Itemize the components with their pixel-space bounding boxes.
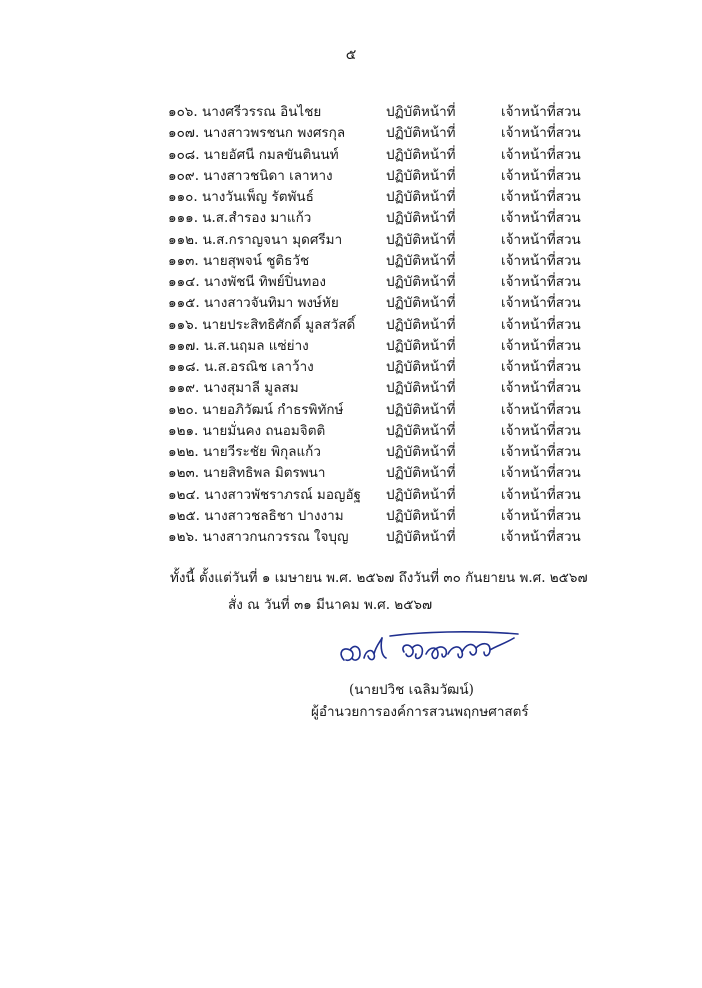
staff-row bbox=[168, 291, 588, 312]
staff-position: เจ้าหน้าที่สวน bbox=[501, 125, 581, 142]
staff-row bbox=[168, 483, 588, 504]
staff-status: ปฏิบัติหน้าที่ bbox=[386, 507, 456, 524]
staff-row bbox=[168, 185, 588, 206]
staff-position: เจ้าหน้าที่สวน bbox=[501, 210, 581, 227]
staff-status: ปฏิบัติหน้าที่ bbox=[386, 380, 456, 397]
staff-row bbox=[168, 461, 588, 482]
staff-row bbox=[168, 440, 588, 461]
staff-status: ปฏิบัติหน้าที่ bbox=[386, 167, 456, 184]
staff-row bbox=[168, 228, 588, 249]
staff-row bbox=[168, 334, 588, 355]
staff-name: ๑๒๔. นางสาวพัชราภรณ์ มอญอัฐ bbox=[168, 486, 361, 503]
staff-position: เจ้าหน้าที่สวน bbox=[501, 359, 581, 375]
signer-name: (นายปวิช เฉลิมวัฒน์) bbox=[349, 682, 474, 698]
staff-status: ปฏิบัติหน้าที่ bbox=[386, 274, 456, 290]
staff-position: เจ้าหน้าที่สวน bbox=[501, 337, 581, 354]
staff-status: ปฏิบัติหน้าที่ bbox=[386, 210, 456, 227]
staff-status: ปฏิบัติหน้าที่ bbox=[386, 316, 456, 333]
staff-position: เจ้าหน้าที่สวน bbox=[501, 422, 581, 439]
staff-name: ๑๑๘. น.ส.อรณิช เลาว้าง bbox=[168, 359, 314, 375]
effective-period: ทั้งนี้ ตั้งแต่วันที่ ๑ เมษายน พ.ศ. ๒๕๖๗ ถึงวันที่ ๓๐ กันยายน พ.ศ. ๒๕๖๗ bbox=[170, 570, 588, 586]
staff-position: เจ้าหน้าที่สวน bbox=[501, 444, 581, 460]
staff-position: เจ้าหน้าที่สวน bbox=[501, 231, 581, 248]
staff-row bbox=[168, 270, 588, 291]
staff-row bbox=[168, 164, 588, 185]
staff-row bbox=[168, 249, 588, 270]
staff-status: ปฏิบัติหน้าที่ bbox=[386, 359, 456, 375]
page-number: ๕ bbox=[345, 47, 357, 63]
staff-row bbox=[168, 376, 588, 397]
staff-status: ปฏิบัติหน้าที่ bbox=[386, 252, 456, 269]
staff-row bbox=[168, 143, 588, 164]
staff-name: ๑๑๔. นางพัชนี ทิพย์ปิ่นทอง bbox=[168, 274, 327, 290]
staff-status: ปฏิบัติหน้าที่ bbox=[386, 146, 456, 163]
staff-status: ปฏิบัติหน้าที่ bbox=[386, 125, 456, 142]
staff-position: เจ้าหน้าที่สวน bbox=[501, 465, 581, 482]
order-date: สั่ง ณ วันที่ ๓๑ มีนาคม พ.ศ. ๒๕๖๗ bbox=[228, 597, 433, 613]
staff-status: ปฏิบัติหน้าที่ bbox=[386, 295, 456, 312]
staff-list bbox=[168, 100, 588, 546]
staff-name: ๑๑๐. นางวันเพ็ญ รัตพันธ์ bbox=[168, 189, 314, 205]
staff-status: ปฏิบัติหน้าที่ bbox=[386, 486, 456, 503]
staff-status: ปฏิบัติหน้าที่ bbox=[386, 422, 456, 439]
staff-status: ปฏิบัติหน้าที่ bbox=[386, 337, 456, 354]
staff-name: ๑๑๒. น.ส.กราญจนา มุดศรีมา bbox=[168, 231, 343, 248]
staff-position: เจ้าหน้าที่สวน bbox=[501, 529, 581, 545]
signer-title: ผู้อำนวยการองค์การสวนพฤกษศาสตร์ bbox=[311, 704, 529, 720]
staff-row bbox=[168, 121, 588, 142]
staff-name: ๑๐๙. นางสาวชนิดา เลาหาง bbox=[168, 167, 333, 184]
staff-name: ๑๑๖. นายประสิทธิศักดิ์ มูลสวัสดิ์ bbox=[168, 316, 356, 333]
staff-position: เจ้าหน้าที่สวน bbox=[501, 146, 581, 163]
staff-name: ๑๒๕. นางสาวชลธิชา ปางงาม bbox=[168, 507, 344, 524]
staff-status: ปฏิบัติหน้าที่ bbox=[386, 104, 456, 120]
staff-position: เจ้าหน้าที่สวน bbox=[501, 316, 581, 333]
staff-status: ปฏิบัติหน้าที่ bbox=[386, 401, 456, 418]
staff-status: ปฏิบัติหน้าที่ bbox=[386, 529, 456, 545]
staff-position: เจ้าหน้าที่สวน bbox=[501, 401, 581, 418]
signature-image bbox=[330, 624, 530, 674]
staff-row bbox=[168, 206, 588, 227]
staff-position: เจ้าหน้าที่สวน bbox=[501, 189, 581, 205]
staff-position: เจ้าหน้าที่สวน bbox=[501, 507, 581, 524]
staff-row bbox=[168, 313, 588, 334]
staff-status: ปฏิบัติหน้าที่ bbox=[386, 231, 456, 248]
staff-position: เจ้าหน้าที่สวน bbox=[501, 167, 581, 184]
staff-status: ปฏิบัติหน้าที่ bbox=[386, 444, 456, 460]
staff-name: ๑๑๓. นายสุพจน์ ชูติธวัช bbox=[168, 252, 310, 269]
staff-name: ๑๑๕. นางสาวจันทิมา พงษ์หัย bbox=[168, 295, 339, 312]
staff-name: ๑๑๗. น.ส.นฤมล แซ่ย่าง bbox=[168, 337, 309, 354]
staff-name: ๑๒๖. นางสาวกนกวรรณ ใจบุญ bbox=[168, 529, 349, 545]
staff-row bbox=[168, 398, 588, 419]
staff-name: ๑๐๗. นางสาวพรชนก พงศรกุล bbox=[168, 125, 346, 142]
staff-name: ๑๒๐. นายอภิวัฒน์ กำธรพิทักษ์ bbox=[168, 401, 344, 418]
staff-position: เจ้าหน้าที่สวน bbox=[501, 486, 581, 503]
staff-row bbox=[168, 504, 588, 525]
staff-name: ๑๑๙. นางสุมาลี มูลสม bbox=[168, 380, 299, 397]
staff-position: เจ้าหน้าที่สวน bbox=[501, 380, 581, 397]
staff-name: ๑๐๘. นายอัศนี กมลขันตินนท์ bbox=[168, 146, 339, 163]
staff-position: เจ้าหน้าที่สวน bbox=[501, 274, 581, 290]
staff-name: ๑๑๑. น.ส.สำรอง มาแก้ว bbox=[168, 210, 312, 227]
staff-position: เจ้าหน้าที่สวน bbox=[501, 104, 581, 120]
staff-row bbox=[168, 419, 588, 440]
staff-row bbox=[168, 525, 588, 546]
staff-position: เจ้าหน้าที่สวน bbox=[501, 252, 581, 269]
staff-position: เจ้าหน้าที่สวน bbox=[501, 295, 581, 312]
staff-name: ๑๒๑. นายมั่นคง ถนอมจิตติ bbox=[168, 422, 326, 439]
staff-status: ปฏิบัติหน้าที่ bbox=[386, 465, 456, 482]
staff-name: ๑๒๒. นายวีระชัย พิกุลแก้ว bbox=[168, 444, 321, 460]
staff-row bbox=[168, 355, 588, 376]
staff-name: ๑๒๓. นายสิทธิพล มิตรพนา bbox=[168, 465, 326, 482]
staff-name: ๑๐๖. นางศรีวรรณ อินไชย bbox=[168, 104, 322, 120]
staff-status: ปฏิบัติหน้าที่ bbox=[386, 189, 456, 205]
staff-row bbox=[168, 100, 588, 121]
